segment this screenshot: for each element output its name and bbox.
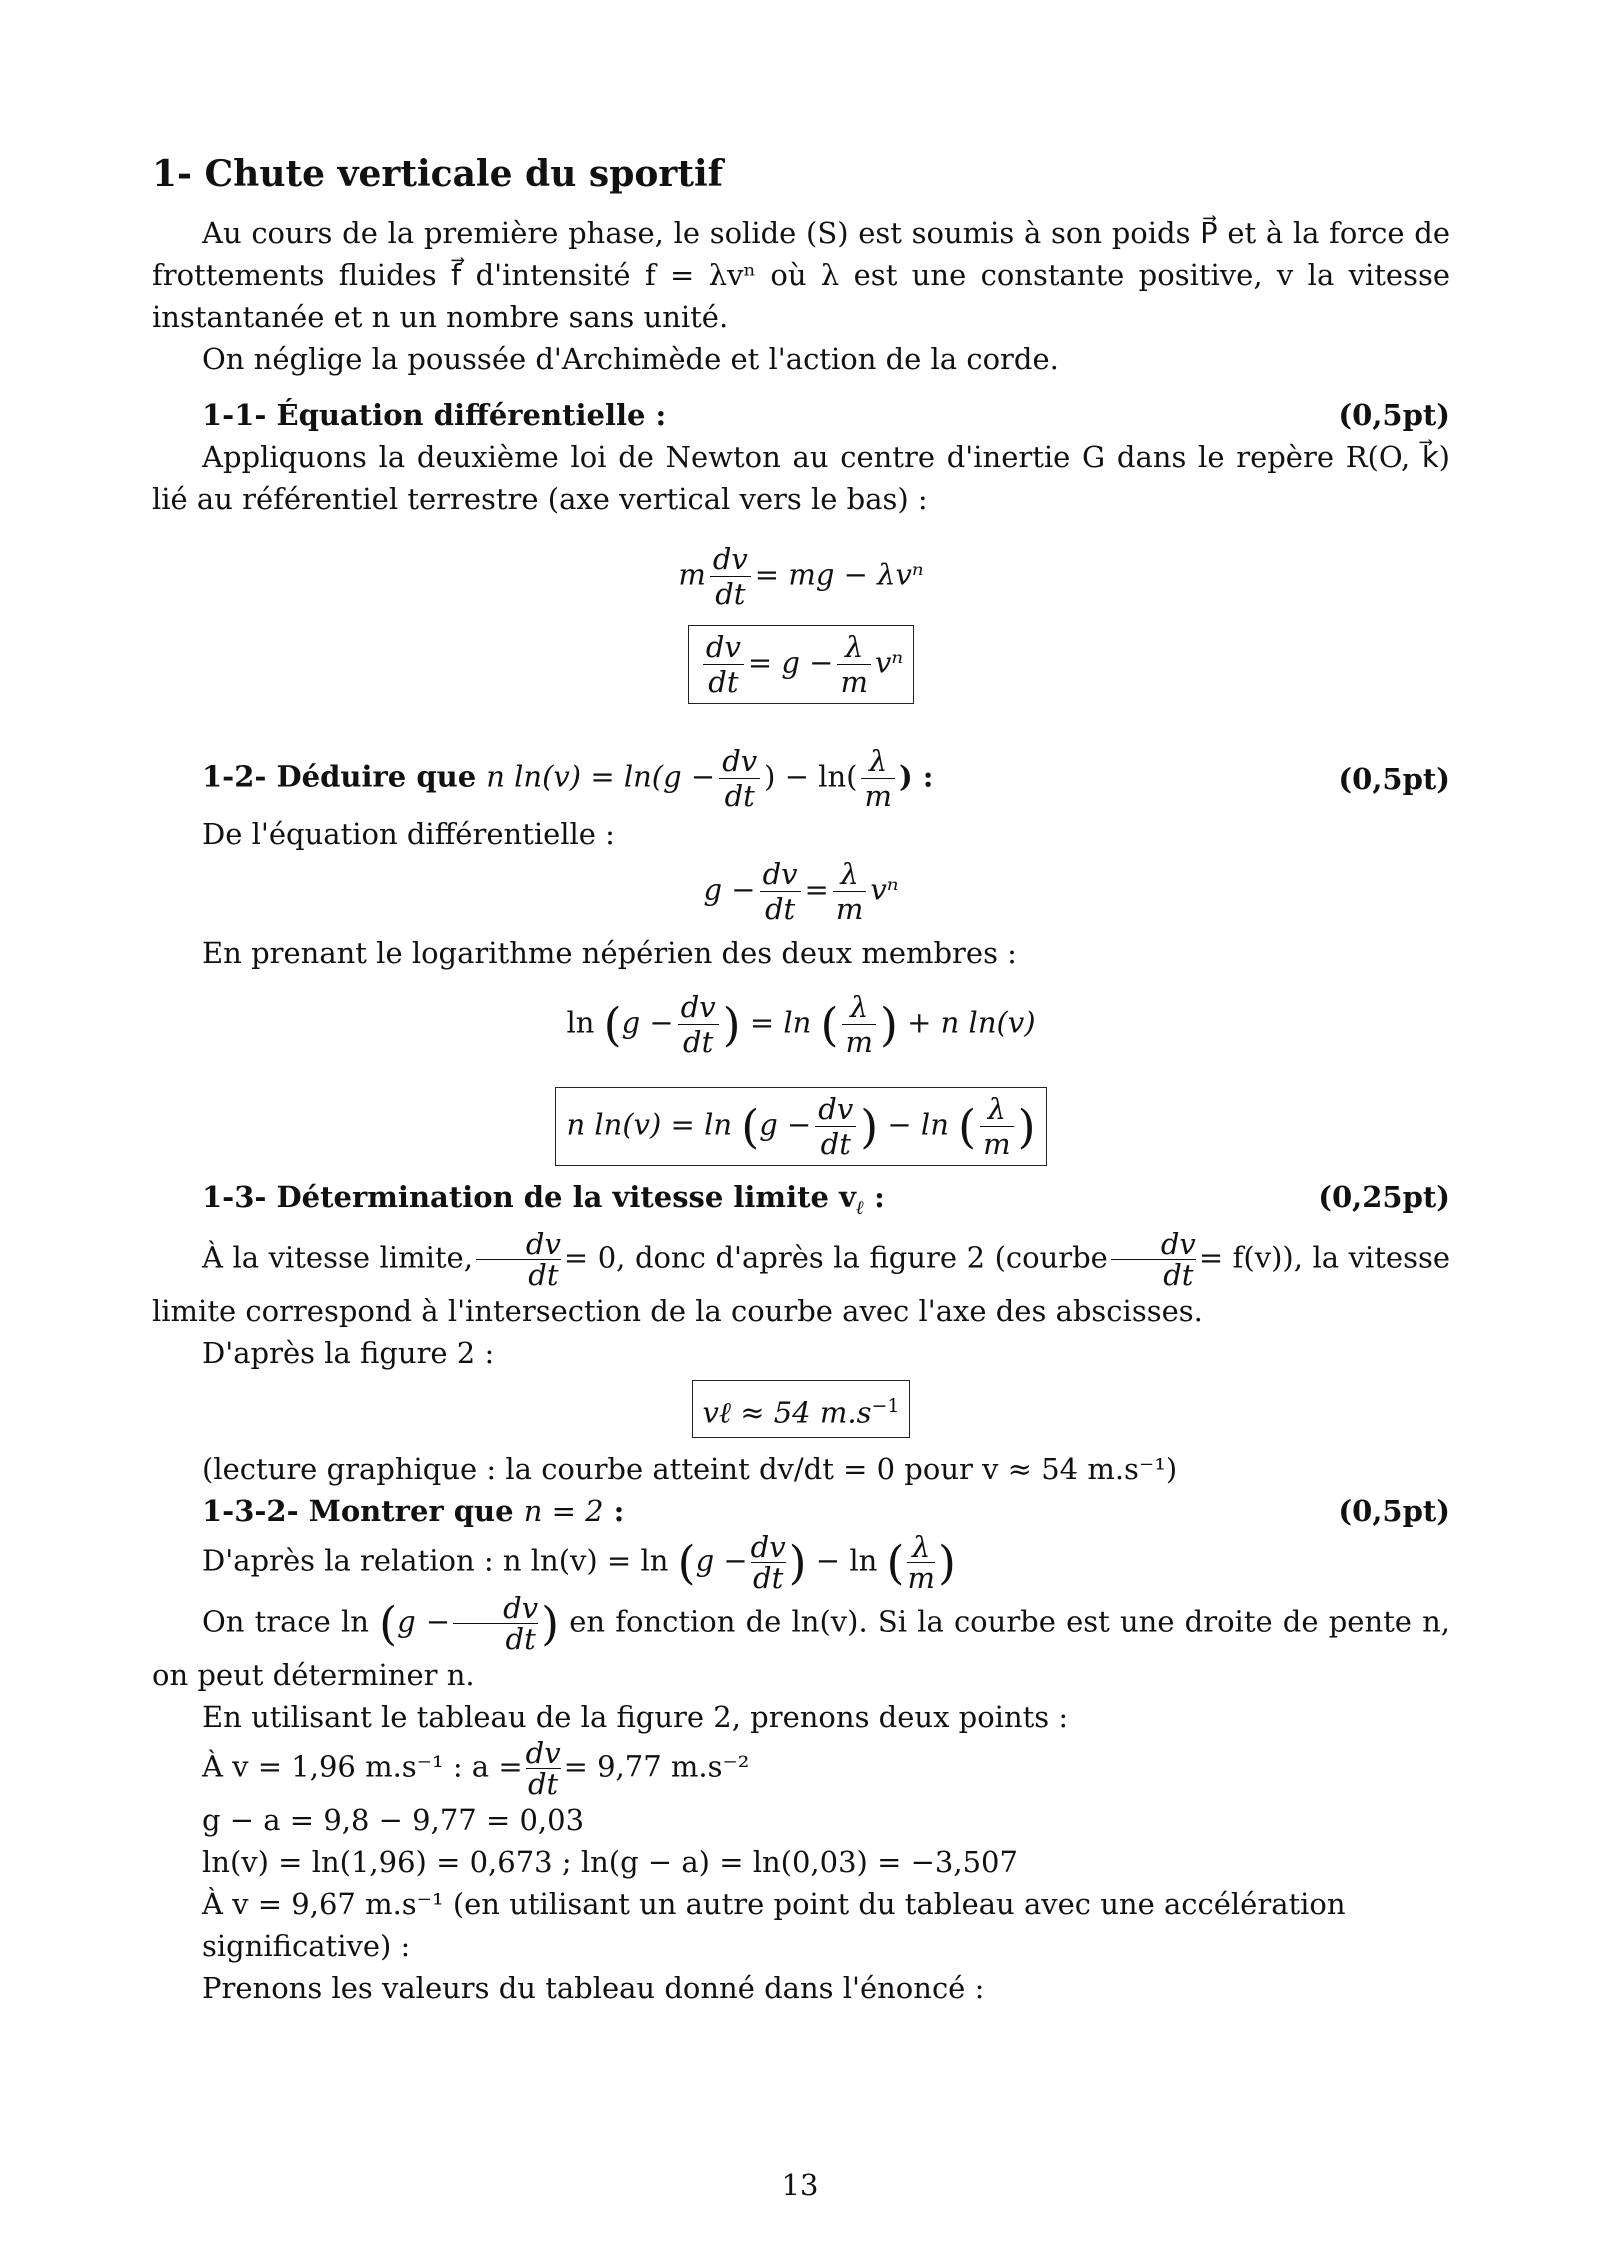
points: (0,5pt)	[1338, 398, 1450, 432]
points: (0,25pt)	[1318, 1180, 1450, 1214]
equation-boxed-1: $\frac{dv}{dt}$ = g − $\frac{\lambda}{m}$ vⁿ	[152, 625, 1450, 704]
subsection-1-1-title: 1-1- Équation différentielle : (0,5pt)	[152, 394, 1450, 436]
equation-rearranged: g − $\frac{dv}{dt}$ = $\frac{\lambda}{m}$ vⁿ	[703, 857, 899, 926]
text-line: g − a = 9,8 − 9,77 = 0,03	[202, 1803, 585, 1838]
text-line: De l'équation différentielle :	[202, 817, 615, 851]
text-line: En utilisant le tableau de la figure 2, prenons deux points :	[202, 1700, 1069, 1735]
trace-paragraph: On trace ln (g − $\frac{dv}{dt}$ ) en fonction de ln(v). Si la courbe est une droite de pente n, on peut déterminer n.	[152, 1591, 1451, 1693]
equation-boxed-2: n ln(v) = ln (g − $\frac{dv}{dt}$ ) − ln ( $\frac{\lambda}{m}$ )	[152, 1087, 1450, 1166]
text-line: D'après la figure 2 :	[202, 1335, 495, 1370]
subsection-1-3-2-title: 1-3-2- Montrer que n = 2 : (0,5pt)	[152, 1490, 1450, 1532]
text-line: En prenant le logarithme népérien des deux membres :	[202, 936, 1017, 970]
equation-log: ln (g − $\frac{dv}{dt}$ ) = ln ( $\frac{\lambda}{m}$ ) + n ln(v)	[566, 990, 1036, 1059]
page-number: 13	[781, 2168, 819, 2202]
subsection-1-3-title: 1-3- Détermination de la vitesse limite $v_\ell$ : (0,25pt)	[152, 1176, 1450, 1229]
newton-paragraph: Appliquons la deuxième loi de Newton au centre d'inertie G dans le repère R(O, k⃗) lié au référentiel terrestre (axe vertical vers le bas) :	[152, 440, 1450, 516]
document-body	[152, 150, 1450, 2009]
text-line: Prenons les valeurs du tableau donné dans l'énoncé :	[202, 1971, 985, 2006]
points: (0,5pt)	[1338, 761, 1450, 796]
equation-newton: m $\frac{dv}{dt}$ = mg − λvⁿ	[678, 542, 924, 611]
text-line: À v = 9,67 m.s⁻¹ (en utilisant un autre point du tableau avec une accélération significative) :	[202, 1887, 1346, 1964]
relation-line: D'après la relation : n ln(v) = ln (g − $\frac{dv}{dt}$ ) − ln ( $\frac{\lambda}{m}$ )	[202, 1530, 956, 1596]
limit-speed-paragraph: À la vitesse limite, $\frac{dv}{dt}$ = 0, donc d'après la figure 2 (courbe $\frac{dv}{dt}$ = f(v)), la vitesse limite correspond à l'intersection de la courbe avec l'axe des abscisses.	[152, 1226, 1451, 1328]
limit-speed-result: vℓ ≈ 54 $m.s^{-1}$	[152, 1380, 1450, 1439]
section-heading: 1- Chute verticale du sportif	[152, 153, 724, 195]
note-line: (lecture graphique : la courbe atteint dv/dt = 0 pour v ≈ 54 m.s⁻¹)	[202, 1452, 1178, 1487]
text-line: ln(v) = ln(1,96) = 0,673 ; ln(g − a) = ln(0,03) = −3,507	[202, 1845, 1018, 1880]
subsection-1-2-title: 1-2- Déduire que n ln(v) = ln(g − $\frac{dv}{dt}$ ) − ln( $\frac{\lambda}{m}$ ) : (0,5pt)	[202, 744, 1450, 813]
text-line: À v = 1,96 m.s⁻¹ : a = $\frac{dv}{dt}$ = 9,77 m.s⁻²	[202, 1736, 750, 1802]
points: (0,5pt)	[1338, 1494, 1450, 1529]
intro-paragraph: Au cours de la première phase, le solide (S) est soumis à son poids P⃗ et à la force de frottements fluides f⃗ d'intensité f = λvⁿ où λ est une constante positive, v la vitesse instantanée et n un nombre sans unité.	[152, 216, 1450, 334]
intro-paragraph-2: On néglige la poussée d'Archimède et l'action de la corde.	[202, 342, 1059, 376]
